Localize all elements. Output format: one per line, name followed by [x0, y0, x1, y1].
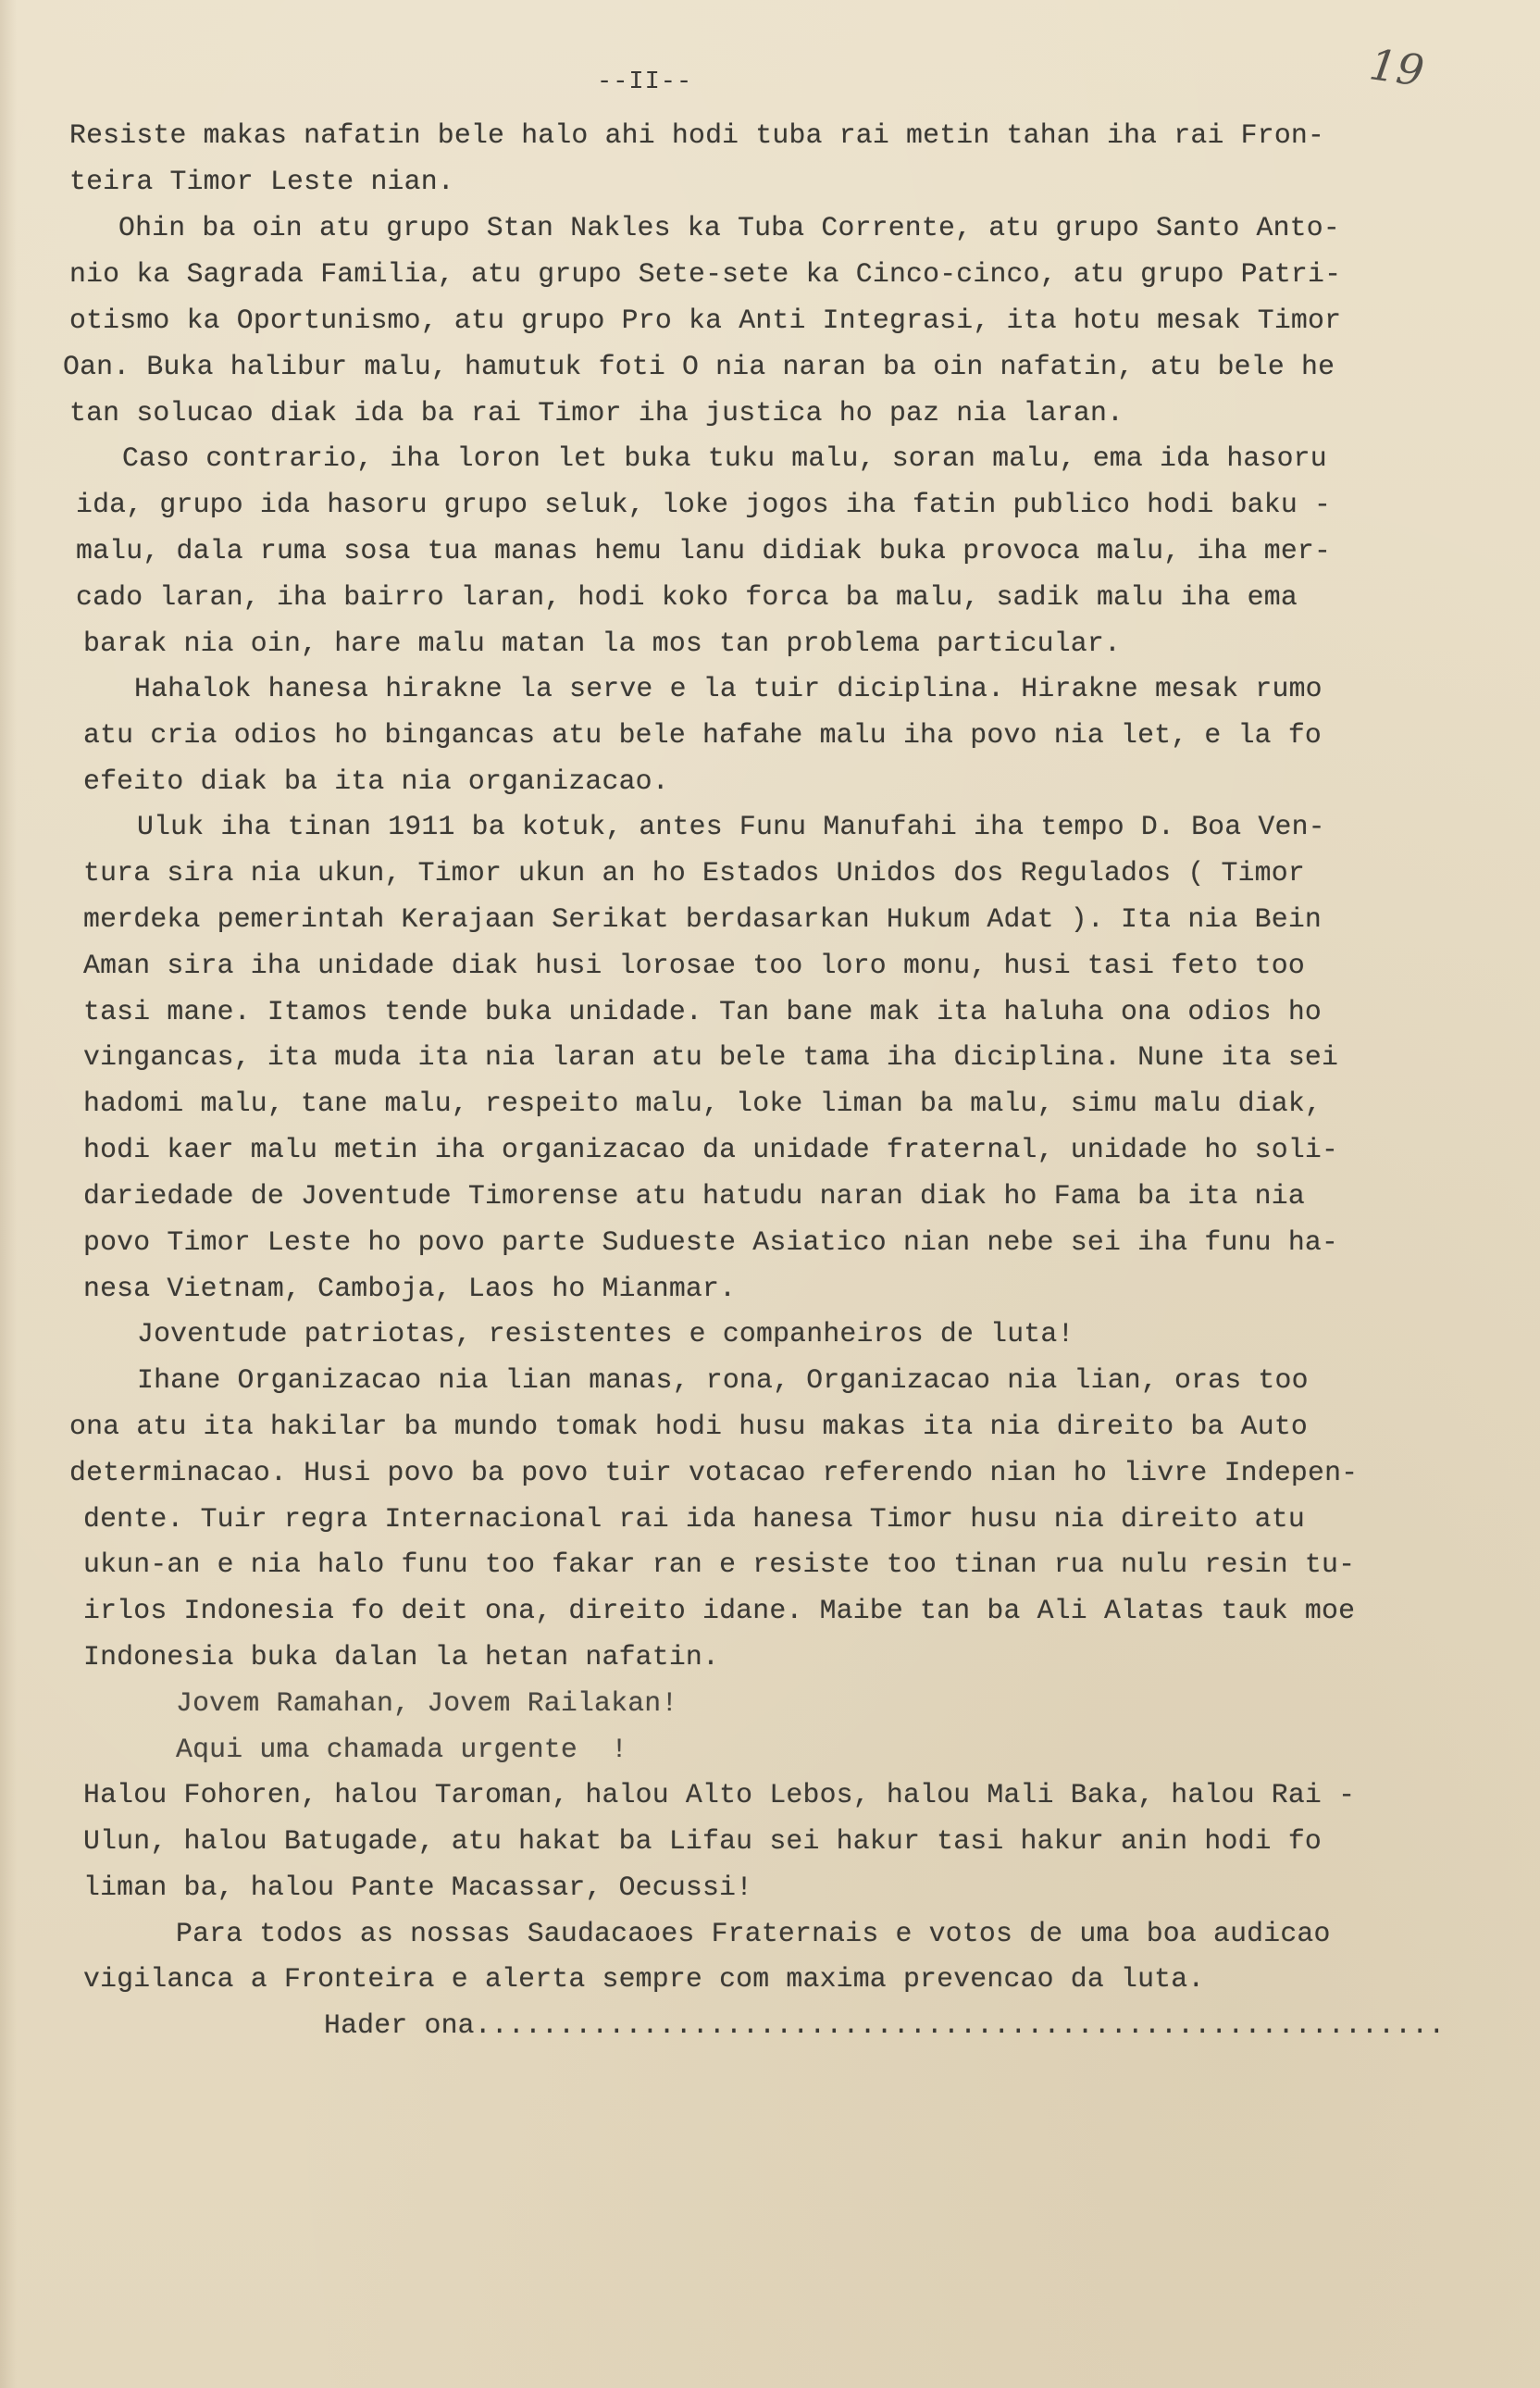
- text-line: nio ka Sagrada Familia, atu grupo Sete-sete ka Cinco-cinco, atu grupo Patri-: [69, 258, 1342, 290]
- text-line: Jovem Ramahan, Jovem Railakan!: [176, 1687, 678, 1719]
- text-line: vigilanca a Fronteira e alerta sempre com maxima prevencao da luta.: [83, 1963, 1205, 1995]
- text-line: liman ba, halou Pante Macassar, Oecussi!: [83, 1872, 753, 1903]
- page-edge-shadow: [0, 0, 17, 2388]
- text-line: dente. Tuir regra Internacional rai ida hanesa Timor husu nia direito atu: [83, 1503, 1305, 1535]
- text-line: Aqui uma chamada urgente !: [176, 1734, 628, 1765]
- text-line: Para todos as nossas Saudacaoes Fraternais e votos de uma boa audicao: [176, 1918, 1331, 1949]
- text-line: Ulun, halou Batugade, atu hakat ba Lifau sei hakur tasi hakur anin hodi fo: [83, 1825, 1322, 1857]
- text-line: Indonesia buka dalan la hetan nafatin.: [83, 1641, 720, 1673]
- text-line: otismo ka Oportunismo, atu grupo Pro ka Anti Integrasi, ita hotu mesak Timor: [69, 305, 1342, 336]
- text-line: nesa Vietnam, Camboja, Laos ho Mianmar.: [83, 1273, 737, 1304]
- page-number: --II--: [597, 68, 693, 96]
- text-line: ida, grupo ida hasoru grupo seluk, loke jogos iha fatin publico hodi baku -: [76, 489, 1332, 520]
- text-line: Halou Fohoren, halou Taroman, halou Alto Lebos, halou Mali Baka, halou Rai -: [83, 1779, 1356, 1810]
- text-line: hodi kaer malu metin iha organizacao da unidade fraternal, unidade ho soli-: [83, 1134, 1339, 1165]
- text-line: tura sira nia ukun, Timor ukun an ho Estados Unidos dos Regulados ( Timor: [83, 857, 1305, 889]
- text-line: Oan. Buka halibur malu, hamutuk foti O nia naran ba oin nafatin, atu bele he: [63, 351, 1335, 382]
- text-line: teira Timor Leste nian.: [69, 166, 454, 197]
- text-line: ona atu ita hakilar ba mundo tomak hodi husu makas ita nia direito ba Auto: [69, 1411, 1308, 1442]
- text-line: vingancas, ita muda ita nia laran atu bele tama iha diciplina. Nune ita sei: [83, 1041, 1339, 1073]
- text-line: Ohin ba oin atu grupo Stan Nakles ka Tuba Corrente, atu grupo Santo Anto-: [118, 212, 1340, 243]
- text-line: Resiste makas nafatin bele halo ahi hodi tuba rai metin tahan iha rai Fron-: [69, 119, 1325, 151]
- text-line: Ihane Organizacao nia lian manas, rona, Organizacao nia lian, oras too: [137, 1364, 1309, 1396]
- text-line: Hader ona..........................................................: [324, 2009, 1446, 2041]
- text-line: barak nia oin, hare malu matan la mos tan problema particular.: [83, 628, 1122, 659]
- text-line: malu, dala ruma sosa tua manas hemu lanu didiak buka provoca malu, iha mer-: [76, 535, 1332, 566]
- text-line: Uluk iha tinan 1911 ba kotuk, antes Funu Manufahi iha tempo D. Boa Ven-: [137, 811, 1325, 842]
- text-line: hadomi malu, tane malu, respeito malu, loke liman ba malu, simu malu diak,: [83, 1088, 1322, 1119]
- text-line: Aman sira iha unidade diak husi lorosae too loro monu, husi tasi feto too: [83, 950, 1305, 981]
- text-line: Caso contrario, iha loron let buka tuku malu, soran malu, ema ida hasoru: [122, 442, 1327, 474]
- handwritten-folio-number: 19: [1366, 39, 1428, 96]
- text-line: merdeka pemerintah Kerajaan Serikat berdasarkan Hukum Adat ). Ita nia Bein: [83, 903, 1322, 935]
- text-line: atu cria odios ho bingancas atu bele hafahe malu iha povo nia let, e la fo: [83, 719, 1322, 751]
- text-line: cado laran, iha bairro laran, hodi koko forca ba malu, sadik malu iha ema: [76, 581, 1298, 613]
- text-line: povo Timor Leste ho povo parte Sudueste Asiatico nian nebe sei iha funu ha-: [83, 1226, 1339, 1258]
- text-line: efeito diak ba ita nia organizacao.: [83, 765, 669, 797]
- text-line: dariedade de Joventude Timorense atu hatudu naran diak ho Fama ba ita nia: [83, 1180, 1305, 1212]
- text-line: Hahalok hanesa hirakne la serve e la tuir diciplina. Hirakne mesak rumo: [134, 673, 1323, 704]
- text-line: tasi mane. Itamos tende buka unidade. Tan bane mak ita haluha ona odios ho: [83, 996, 1322, 1027]
- text-line: tan solucao diak ida ba rai Timor iha justica ho paz nia laran.: [69, 397, 1124, 429]
- text-line: ukun-an e nia halo funu too fakar ran e resiste too tinan rua nulu resin tu-: [83, 1548, 1356, 1580]
- text-line: determinacao. Husi povo ba povo tuir votacao referendo nian ho livre Indepen-: [69, 1457, 1359, 1488]
- text-line: Joventude patriotas, resistentes e companheiros de luta!: [137, 1318, 1074, 1349]
- text-line: irlos Indonesia fo deit ona, direito idane. Maibe tan ba Ali Alatas tauk moe: [83, 1595, 1356, 1626]
